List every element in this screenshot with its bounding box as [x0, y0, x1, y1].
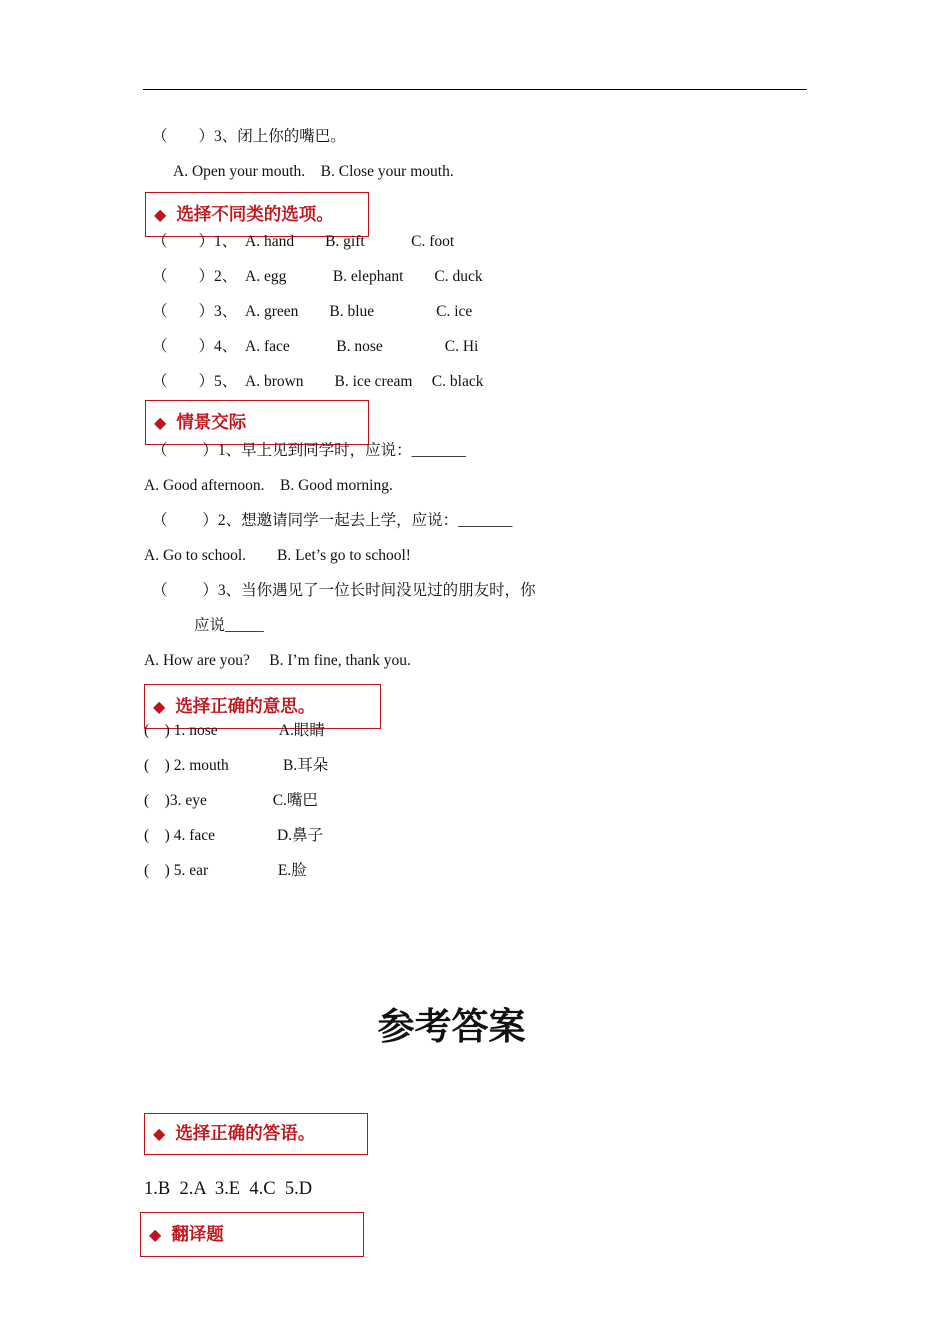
- question-options: A. Open your mouth. B. Close your mouth.: [173, 163, 454, 180]
- header-rule: [143, 89, 807, 90]
- diamond-icon: ◆: [154, 204, 167, 224]
- question-options: A. Good afternoon. B. Good morning.: [144, 477, 393, 494]
- section-heading-dialogue: [145, 400, 369, 445]
- list-item: ( ) 4. face D.鼻子: [144, 827, 324, 844]
- question-continuation: 应说_____: [194, 617, 264, 634]
- list-item: （ ）3、 A. green B. blue C. ice: [152, 303, 473, 320]
- list-item: ( ) 2. mouth B.耳朵: [144, 757, 329, 774]
- question-line: （ ）2、想邀请同学一起去上学，应说：_______: [152, 512, 513, 529]
- diamond-icon: ◆: [154, 412, 167, 432]
- list-item: （ ）2、 A. egg B. elephant C. duck: [152, 268, 483, 285]
- section-heading-answers-a: [144, 1113, 368, 1155]
- section-heading-text: 选择正确的答语。: [175, 1124, 316, 1144]
- list-item: （ ）4、 A. face B. nose C. Hi: [152, 338, 479, 355]
- question-options: A. How are you? B. I’m fine, thank you.: [144, 652, 411, 669]
- diamond-icon: ◆: [153, 1124, 166, 1143]
- question-options: A. Go to school. B. Let’s go to school!: [144, 547, 411, 564]
- diamond-icon: ◆: [149, 1224, 162, 1244]
- section-heading-answers-b: [140, 1212, 364, 1257]
- list-item: ( ) 5. ear E.脸: [144, 862, 307, 879]
- question-line: （ ）3、闭上你的嘴巴。: [152, 128, 346, 145]
- section-heading-text: 选择不同类的选项。: [176, 204, 334, 225]
- list-item: ( ) 1. nose A.眼睛: [144, 722, 325, 739]
- list-item: （ ）5、 A. brown B. ice cream C. black: [152, 373, 484, 390]
- question-line: （ ）1、早上见到同学时，应说：_______: [152, 442, 466, 459]
- list-item: ( )3. eye C.嘴巴: [144, 792, 318, 809]
- question-line: （ ）3、当你遇见了一位长时间没见过的朋友时，你: [152, 582, 536, 599]
- answer-key-title: 参考答案: [377, 1004, 526, 1048]
- list-item: （ ）1、 A. hand B. gift C. foot: [152, 233, 455, 250]
- answer-line: 1.B 2.A 3.E 4.C 5.D: [144, 1179, 313, 1199]
- diamond-icon: ◆: [153, 696, 166, 716]
- section-heading-text: 翻译题: [171, 1224, 224, 1245]
- section-heading-odd-one-out: [145, 192, 369, 237]
- section-heading-text: 选择正确的意思。: [175, 696, 316, 717]
- section-heading-text: 情景交际: [176, 412, 247, 433]
